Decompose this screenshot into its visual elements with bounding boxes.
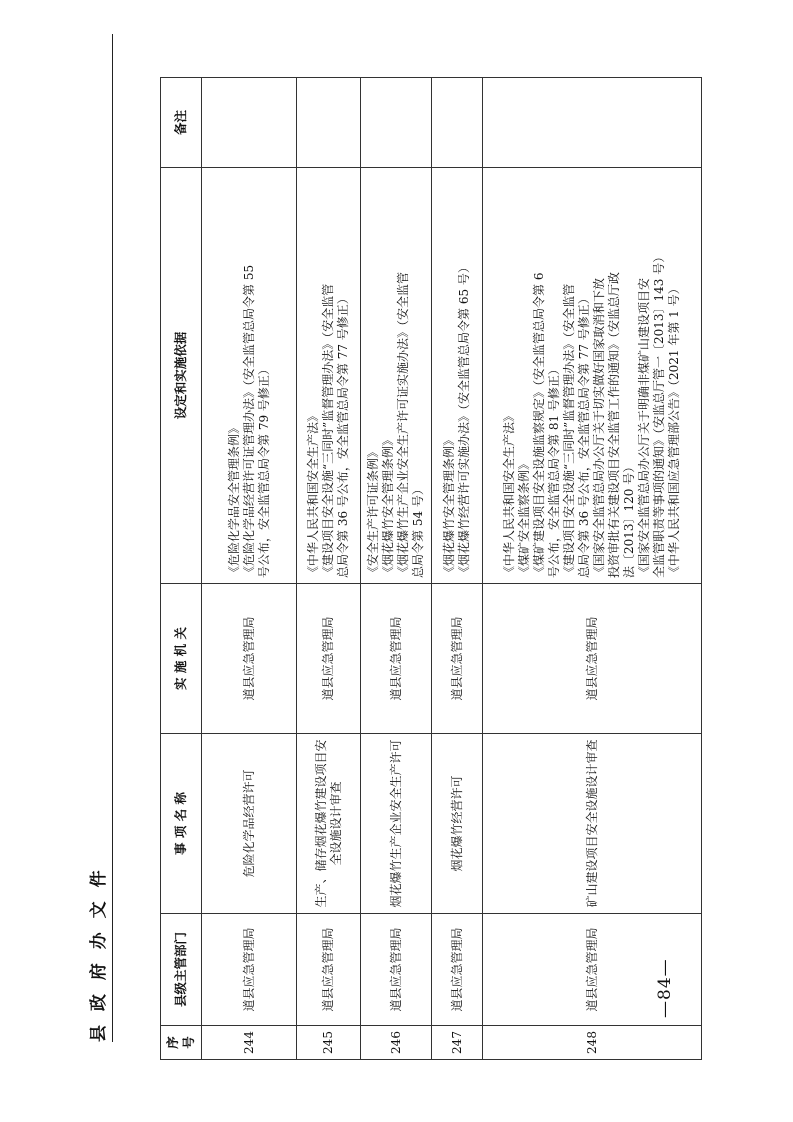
basis-line: 号公布，安全监管总局令第 81 号修正） (547, 363, 561, 578)
basis-line: 号公布，安全监管总局令第 79 号修正） (256, 363, 271, 578)
cell-basis (432, 168, 483, 584)
basis-line: 《煤矿安全监察条例》 (517, 457, 531, 578)
basis-line: 法〔2013〕120 号） (622, 460, 636, 578)
col-header-seq: 序号 (161, 1026, 202, 1060)
cell-agency: 道县应急管理局 (483, 584, 702, 734)
cell-item: 烟花爆竹生产企业安全生产许可 (361, 734, 432, 914)
table-row (297, 78, 361, 1060)
cell-note (297, 78, 361, 168)
basis-line: 《危险化学品安全管理条例》 (226, 421, 241, 578)
cell-dept: 道县应急管理局 (483, 914, 702, 1026)
cell-dept: 道县应急管理局 (361, 914, 432, 1026)
cell-note (361, 78, 432, 168)
header-rule (112, 34, 113, 1042)
cell-dept: 道县应急管理局 (202, 914, 297, 1026)
cell-basis (202, 168, 297, 584)
basis-line: 《国家安全监管总局办公厅关于切实做好国家取消和下放 (592, 277, 606, 578)
page-number: —84— (655, 958, 675, 1018)
cell-agency: 道县应急管理局 (432, 584, 483, 734)
cell-note (202, 78, 297, 168)
col-header-basis: 设定和实施依据 (161, 168, 202, 584)
cell-dept: 道县应急管理局 (432, 914, 483, 1026)
cell-seq: 245 (297, 1026, 361, 1060)
cell-item: 危险化学品经营许可 (202, 734, 297, 914)
basis-line: 《煤矿建设项目安全设施监察规定》（安全监管总局令第 6 (532, 272, 546, 578)
basis-line: 全监管职责等事项的通知》（安监总厅管一〔2013〕143 号） (652, 250, 666, 578)
cell-item: 烟花爆竹经营许可 (432, 734, 483, 914)
basis-line: 《烟花爆竹生产企业安全生产许可证实施办法》（安全监管 (396, 271, 410, 578)
cell-seq: 244 (202, 1026, 297, 1060)
col-header-note: 备注 (161, 78, 202, 168)
basis-line: 《建设项目安全设施“三同时”监督管理办法》（安全监管 (321, 283, 335, 578)
basis-line: 《危险化学品经营许可证管理办法》（安全监管总局令第 55 (241, 264, 256, 578)
basis-line: 《中华人民共和国安全生产法》 (502, 409, 516, 578)
basis-line: 总局令第 36 号公布，安全监管总局令第 77 号修正） (336, 292, 350, 578)
basis-line: 《国家安全监管总局办公厅关于明确非煤矿山建设项目安 (637, 277, 651, 578)
col-header-item: 事 项 名 称 (161, 734, 202, 914)
cell-basis (297, 168, 361, 584)
basis-line: 《中华人民共和国应急管理部公告》（2021 年第 1 号） (667, 282, 681, 578)
cell-item: 矿山建设项目安全设施设计审查 (483, 734, 702, 914)
table-row (483, 78, 702, 1060)
page-header-title: 县 政 府 办 文 件 (89, 866, 109, 1042)
table-row (361, 78, 432, 1060)
basis-line: 总局令第 54 号） (411, 483, 425, 578)
cell-basis (483, 168, 702, 584)
basis-line: 《烟花爆竹安全管理条例》 (442, 433, 456, 578)
basis-line: 《建设项目安全设施“三同时”监督管理办法》（安全监管 (562, 283, 576, 578)
cell-dept: 道县应急管理局 (297, 914, 361, 1026)
cell-seq: 247 (432, 1026, 483, 1060)
basis-line: 投资审批有关建设项目安全监管工作的通知》（安监总厅政 (607, 271, 621, 578)
basis-line: 《烟花爆竹安全管理条例》 (381, 433, 395, 578)
cell-seq: 246 (361, 1026, 432, 1060)
basis-line: 总局令第 36 号公布，安全监管总局令第 77 号修正） (577, 292, 591, 578)
cell-agency: 道县应急管理局 (297, 584, 361, 734)
table-header-row (161, 78, 202, 1060)
col-header-agency: 实 施 机 关 (161, 584, 202, 734)
basis-line: 《安全生产许可证条例》 (366, 445, 380, 578)
cell-note (432, 78, 483, 168)
cell-basis (361, 168, 432, 584)
cell-seq: 248 (483, 1026, 702, 1060)
admin-license-table (160, 77, 702, 1060)
col-header-dept: 县级主管部门 (161, 914, 202, 1026)
table-row (432, 78, 483, 1060)
cell-agency: 道县应急管理局 (361, 584, 432, 734)
cell-item: 生产、储存烟花爆竹建设项目安全设施设计审查 (297, 734, 361, 914)
table-row (202, 78, 297, 1060)
basis-line: 《烟花爆竹经营许可实施办法》（安全监管总局令第 65 号） (457, 261, 471, 578)
cell-note (483, 78, 702, 168)
basis-line: 《中华人民共和国安全生产法》 (306, 409, 320, 578)
cell-agency: 道县应急管理局 (202, 584, 297, 734)
